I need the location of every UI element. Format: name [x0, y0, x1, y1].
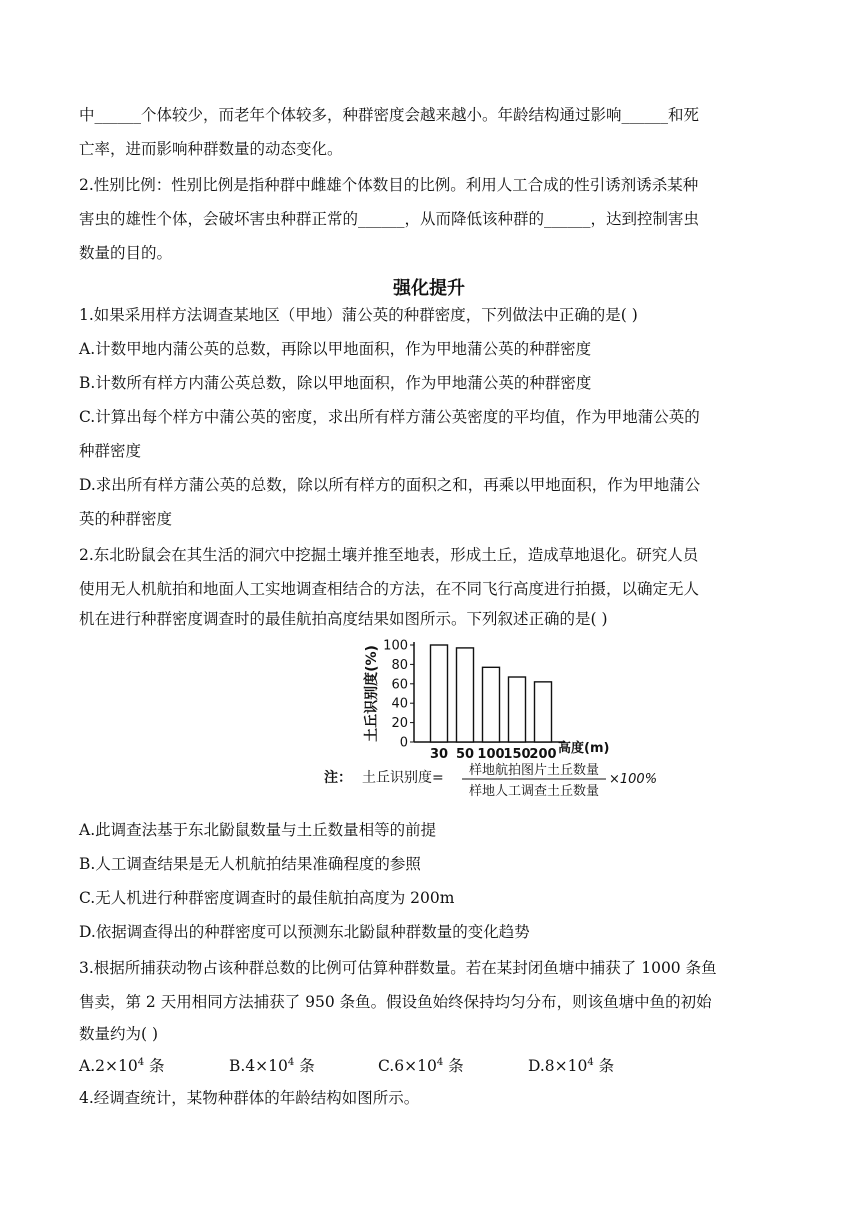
- q1-option-d-line-2: 英的种群密度: [79, 510, 173, 528]
- y-axis-label: 土丘识别度(%): [364, 645, 380, 742]
- x-tick-label: 100: [477, 747, 505, 762]
- q3-option-a: $A.2\times 10^4$ 条: [79, 1056, 165, 1075]
- intro-line-1: 中______个体较少，而老年个体较多，种群密度会越来越小。年龄结构通过影响______和死: [79, 106, 700, 124]
- note-denominator: 样地人工调查土丘数量: [468, 784, 600, 799]
- x-tick-label: 30: [429, 747, 449, 762]
- q2-stem-line-3: 机在进行种群密度调查时的最佳航拍高度结果如图所示。下列叙述正确的是( ): [79, 610, 608, 628]
- intro-line-5: 数量的目的。: [79, 244, 173, 262]
- x-tick-label: 150: [503, 747, 531, 762]
- x-axis-label: 高度(m): [558, 741, 610, 756]
- q1-option-d-line-1: D.求出所有样方蒲公英的总数，除以所有样方的面积之和，再乘以甲地面积，作为甲地蒲公: [79, 476, 701, 494]
- q3-stem-line-2: 售卖，第 2 天用相同方法捕获了 950 条鱼。假设鱼始终保持均匀分布，则该鱼塘中鱼的初始: [79, 993, 712, 1011]
- q3-option-d: $D.8\times 10^4$ 条: [528, 1056, 615, 1075]
- note-prefix: 注：: [324, 770, 352, 786]
- intro-line-4: 害虫的雄性个体，会破坏害虫种群正常的______，从而降低该种群的______，达到控制害虫: [79, 210, 700, 228]
- y-tick-label: 0: [399, 735, 408, 751]
- bar-50: [457, 648, 474, 742]
- intro-line-2: 亡率，进而影响种群数量的动态变化。: [79, 140, 343, 158]
- note-lhs: 土丘识别度=: [362, 770, 444, 786]
- intro-line-3: 2.性别比例：性别比例是指种群中雌雄个体数目的比例。利用人工合成的性引诱剂诱杀某种: [79, 176, 699, 194]
- section-title: 强化提升: [393, 278, 465, 299]
- q2-option-c: C.无人机进行种群密度调查时的最佳航拍高度为 200m: [79, 889, 455, 907]
- note-suffix: ×100%: [609, 772, 658, 787]
- bar-chart: [284, 632, 658, 807]
- note-numerator: 样地航拍图片土丘数量: [468, 763, 600, 778]
- q4-stem: 4.经调查统计，某物种群体的年龄结构如图所示。: [79, 1089, 420, 1107]
- bar-100: [483, 667, 500, 742]
- q1-option-c-line-1: C.计算出每个样方中蒲公英的密度，求出所有样方蒲公英密度的平均值，作为甲地蒲公英的: [79, 408, 700, 426]
- q3-stem-line-3: 数量约为( ): [79, 1025, 159, 1043]
- q3-stem-line-1: 3.根据所捕获动物占该种群总数的比例可估算种群数量。若在某封闭鱼塘中捕获了 1000 条鱼: [79, 959, 717, 977]
- q1-option-b: B.计数所有样方内蒲公英总数，除以甲地面积，作为甲地蒲公英的种群密度: [79, 374, 592, 392]
- q1-option-c-line-2: 种群密度: [79, 442, 142, 460]
- bar-150: [509, 677, 526, 742]
- x-tick-label: 200: [529, 747, 557, 762]
- bar-200: [535, 682, 552, 742]
- q2-option-a: A.此调查法基于东北鼢鼠数量与土丘数量相等的前提: [79, 821, 437, 839]
- q3-option-c: $C.6\times 10^4$ 条: [378, 1056, 464, 1075]
- q1-stem: 1.如果采用样方法调查某地区（甲地）蒲公英的种群密度，下列做法中正确的是( ): [79, 306, 638, 324]
- q2-stem-line-2: 使用无人机航拍和地面人工实地调查相结合的方法，在不同飞行高度进行拍摄，以确定无人: [79, 580, 700, 598]
- q1-option-a: A.计数甲地内蒲公英的总数，再除以甲地面积，作为甲地蒲公英的种群密度: [79, 340, 592, 358]
- bar-30: [431, 645, 448, 742]
- y-tick-label: 80: [391, 657, 408, 673]
- q2-option-b: B.人工调查结果是无人机航拍结果准确程度的参照: [79, 855, 421, 873]
- q2-stem-line-1: 2.东北盼鼠会在其生活的洞穴中挖掘土壤并推至地表，形成土丘，造成草地退化。研究人员: [79, 546, 699, 564]
- q2-option-d: D.依据调查得出的种群密度可以预测东北鼢鼠种群数量的变化趋势: [79, 923, 530, 941]
- y-tick-label: 60: [391, 677, 408, 693]
- y-tick-label: 100: [383, 638, 408, 654]
- y-tick-label: 20: [391, 716, 408, 732]
- x-tick-label: 50: [455, 747, 475, 762]
- q3-option-b: $B.4\times 10^4$ 条: [229, 1056, 315, 1075]
- y-tick-label: 40: [391, 696, 408, 712]
